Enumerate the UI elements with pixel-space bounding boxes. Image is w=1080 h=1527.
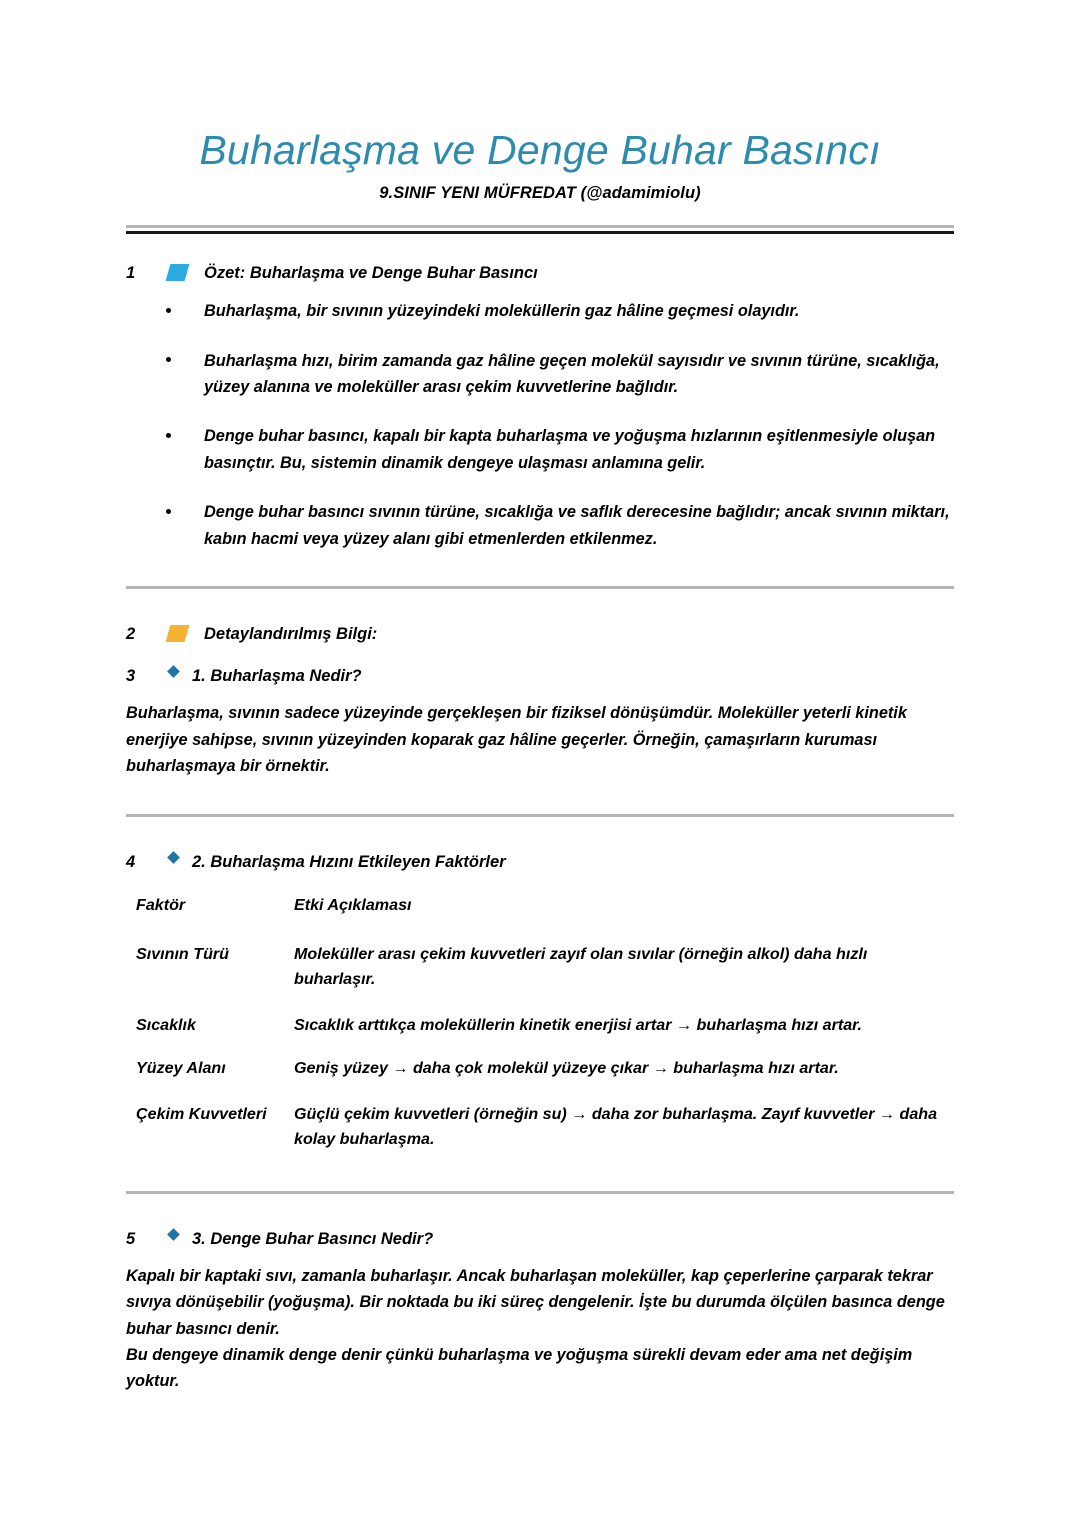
- table-row: [126, 1004, 954, 1047]
- section-number-5: 5: [126, 1229, 136, 1248]
- table-cell-effect: Geniş yüzey → daha çok molekül yüzeye çıkar → buharlaşma hızı artar.: [294, 1059, 839, 1078]
- bullet-dot-icon: [166, 357, 171, 362]
- section-heading-3: [126, 665, 954, 687]
- section-title-3: 1. Buharlaşma Nedir?: [192, 667, 362, 686]
- section-marker-cell-2: [168, 623, 204, 642]
- page-title: Buharlaşma ve Denge Buhar Basıncı: [199, 127, 881, 173]
- summary-bullet-list: [126, 298, 954, 552]
- section-number-2: 2: [126, 624, 136, 643]
- section-5-paragraph-1: Kapalı bir kaptaki sıvı, zamanla buharlaşır. Ancak buharlaşan moleküller, kap çeperlerine çarparak tekrar sıvıya dönüşebilir (yoğuşma). Bir noktada bu iki süreç dengelenir. İşte bu durumda ölçülen basınca denge buhar basıncı denir.: [126, 1266, 945, 1338]
- factor-table: [126, 891, 954, 1165]
- list-item-text: Buharlaşma hızı, birim zamanda gaz hâline geçen molekül sayısıdır ve sıvının türüne, sıcaklığa, yüzey alanına ve moleküller arası çekim kuvvetlerine bağlıdır.: [204, 351, 940, 396]
- section-number-3: 3: [126, 667, 136, 686]
- list-item-text: Denge buhar basıncı sıvının türüne, sıcaklığa ve saflık derecesine bağlıdır; ancak sıvının miktarı, kabın hacmi veya yüzey alanı gibi etmenlerden etkilenmez.: [204, 503, 950, 548]
- section-3-paragraph: Buharlaşma, sıvının sadece yüzeyinde gerçekleşen bir fiziksel dönüşümdür. Moleküller yeterli kinetik enerjiye sahipse, sıvının yüzeyinden koparak gaz hâline geçerler. Örneğin, çamaşırların kuruması buharlaşmaya bir örnektir.: [126, 704, 907, 776]
- document-content: [126, 234, 954, 586]
- section-heading-2: [126, 623, 954, 645]
- list-item-text: Denge buhar basıncı, kapalı bir kapta buharlaşma ve yoğuşma hızlarının eşitlenmesiyle oluşan basınçtır. Bu, sistemin dinamik dengeye ulaşması anlamına gelir.: [204, 427, 936, 472]
- section-5-paragraph-2: Bu dengeye dinamik denge denir çünkü buharlaşma ve yoğuşma sürekli devam eder ama net değişim yoktur.: [126, 1345, 913, 1391]
- diamond-blue-icon: [167, 665, 180, 678]
- table-cell-factor: Çekim Kuvvetleri: [136, 1105, 267, 1124]
- table-cell-factor: Sıvının Türü: [136, 944, 229, 963]
- section-title-5: 3. Denge Buhar Basıncı Nedir?: [192, 1229, 434, 1248]
- table-cell-factor: Sıcaklık: [136, 1016, 196, 1035]
- section-title-4: 2. Buharlaşma Hızını Etkileyen Faktörler: [192, 852, 506, 871]
- section-heading-4: [126, 851, 954, 873]
- section-marker-cell-4: [168, 851, 192, 862]
- table-cell-effect: Sıcaklık arttıkça moleküllerin kinetik enerjisi artar → buharlaşma hızı artar.: [294, 1016, 863, 1035]
- parallelogram-blue-icon: [166, 264, 190, 281]
- section-number-4: 4: [126, 852, 136, 871]
- section-marker-cell-5: [168, 1228, 192, 1239]
- bullet-dot-icon: [166, 433, 171, 438]
- section-heading-1: [126, 262, 954, 284]
- bullet-dot-icon: [166, 308, 171, 313]
- table-column-header-factor: Faktör: [136, 895, 186, 914]
- header-divider: [126, 225, 954, 234]
- list-item: [126, 423, 954, 476]
- section-number-1: 1: [126, 263, 136, 282]
- diamond-blue-icon: [167, 851, 180, 864]
- section-marker-cell-3: [168, 665, 192, 676]
- table-row: [126, 1047, 954, 1090]
- bullet-dot-icon: [166, 509, 171, 514]
- table-cell-effect: Moleküller arası çekim kuvvetleri zayıf olan sıvılar (örneğin alkol) daha hızlı buharlaşır.: [294, 944, 868, 989]
- list-item: [126, 499, 954, 552]
- section-title-1: Özet: Buharlaşma ve Denge Buhar Basıncı: [204, 263, 538, 282]
- table-row: [126, 930, 954, 1004]
- parallelogram-orange-icon: [166, 625, 190, 642]
- title-block: [0, 0, 1080, 203]
- table-row: [126, 1090, 954, 1164]
- list-item: [126, 298, 954, 324]
- list-item-text: Buharlaşma, bir sıvının yüzeyindeki moleküllerin gaz hâline geçmesi olayıdır.: [204, 302, 800, 321]
- page-subtitle: 9.SINIF YENI MÜFREDAT (@adamimiolu): [379, 183, 701, 202]
- section-heading-5: [126, 1228, 954, 1250]
- list-item: [126, 348, 954, 401]
- table-header-row: [126, 891, 954, 930]
- table-column-header-effect: Etki Açıklaması: [294, 895, 412, 914]
- diamond-blue-icon: [167, 1228, 180, 1241]
- table-cell-factor: Yüzey Alanı: [136, 1059, 226, 1078]
- section-title-2: Detaylandırılmış Bilgi:: [204, 624, 378, 643]
- table-cell-effect: Güçlü çekim kuvvetleri (örneğin su) → daha zor buharlaşma. Zayıf kuvvetler → daha kolay buharlaşma.: [294, 1105, 938, 1149]
- section-marker-cell-1: [168, 262, 204, 281]
